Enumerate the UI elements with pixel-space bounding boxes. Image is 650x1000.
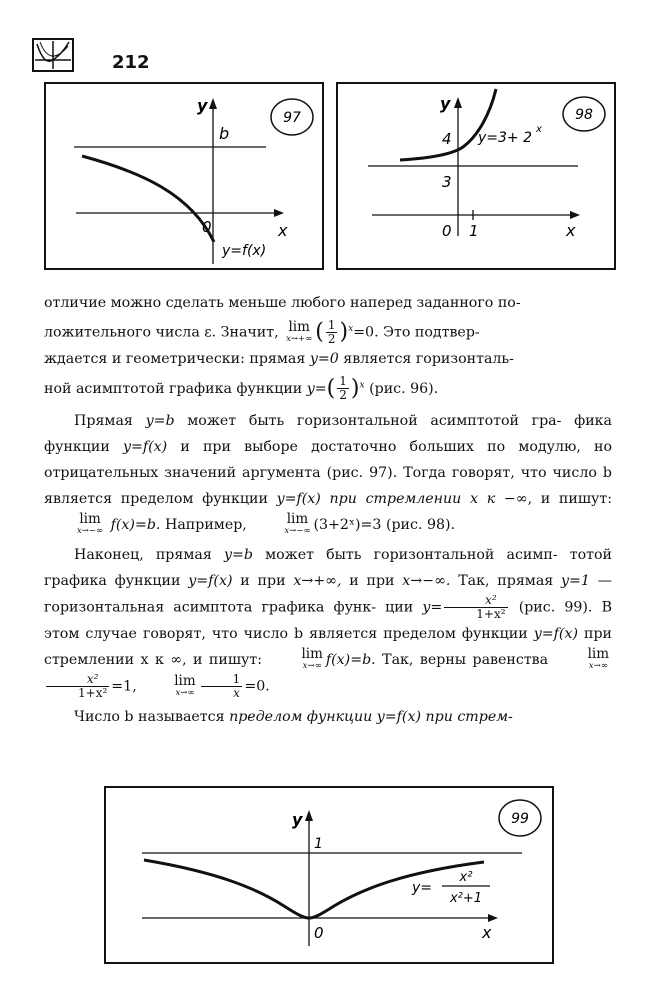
origin-label: 0 — [202, 218, 212, 236]
tick-x-1: 1 — [469, 222, 479, 240]
badge-text: 99 — [511, 811, 529, 827]
y-axis-label: y — [197, 96, 208, 115]
y-axis-label: y — [292, 810, 303, 829]
tick-y-1: 1 — [314, 836, 323, 852]
formula-lhs: y= — [412, 880, 433, 896]
tick-y-3: 3 — [442, 173, 452, 191]
figure-99 — [104, 786, 554, 964]
chapter-graph-icon — [32, 38, 90, 72]
figure-98 — [336, 82, 616, 270]
curve-label: y=f(x) — [222, 243, 267, 259]
x-axis-label: x — [482, 923, 492, 942]
function-curve — [144, 860, 484, 918]
x-axis-label: x — [278, 221, 288, 240]
x-axis-label: x — [566, 221, 576, 240]
tick-y-4: 4 — [442, 130, 452, 148]
curve-label-exp: x — [536, 124, 542, 135]
figure-97 — [44, 82, 324, 270]
origin-label: 0 — [314, 924, 324, 942]
curve-label: y=3+ 2 — [478, 130, 533, 146]
badge-text: 98 — [575, 107, 593, 123]
main-text: отличие можно сделать меньше любого наперед заданного по- ложительного числа ε. Значит, lim x→+∞ ( $\frac{1}{2}$ )$^x$=0. Это подтвер- ждается и геометрически: прямая y=0 является горизонталь- ной асимптотой графика функции y=( $\frac{1}{2}$ )$^x$ (рис. 96). Прямая y=b может быть горизонтальной асимптотой гра- фика функции y=f(x) и при выборе достаточно больших по модулю, но отрицательных значений аргумента (рис. 97). Тогда говорят, что число b является пределом функции y=f(x) при стремлении x к −∞, и пишут: lim x→−∞ f(x)=b. Например, lim x→−∞ (3+2ˣ)=3 (рис. 98). Наконец, прямая y=b может быть горизонтальной асимп- тотой графика функции y=f(x) и при x→+∞, и при x→−∞. Так, прямая y=1 — горизонтальная асимптота графика функ- ции y= $\frac{\text{x²}}{\text{1+x²}}$ (рис. 99). В этом случае говорят, что число b является пределом функции y=f(x) при стремлении x к ∞, и пишут: lim x→∞ f(x)=b. Так, верны равенства lim x→∞ $\frac{\text{x²}}{\text{1+x²}}$ =1, lim x→∞ $\frac{1}{x}$ =0. Число b называется пределом функции y=f(x) при стрем- — [44, 295, 613, 726]
badge-text: 97 — [283, 110, 301, 126]
asymptote-label: b — [219, 124, 230, 143]
limit-expression: lim x→+∞ — [286, 318, 313, 344]
y-axis-label: y — [440, 94, 451, 113]
formula-numerator: x² — [459, 870, 473, 885]
formula-denominator: x²+1 — [449, 891, 483, 906]
page-number: 212 — [112, 52, 150, 73]
origin-label: 0 — [442, 222, 452, 240]
function-curve — [82, 156, 214, 242]
